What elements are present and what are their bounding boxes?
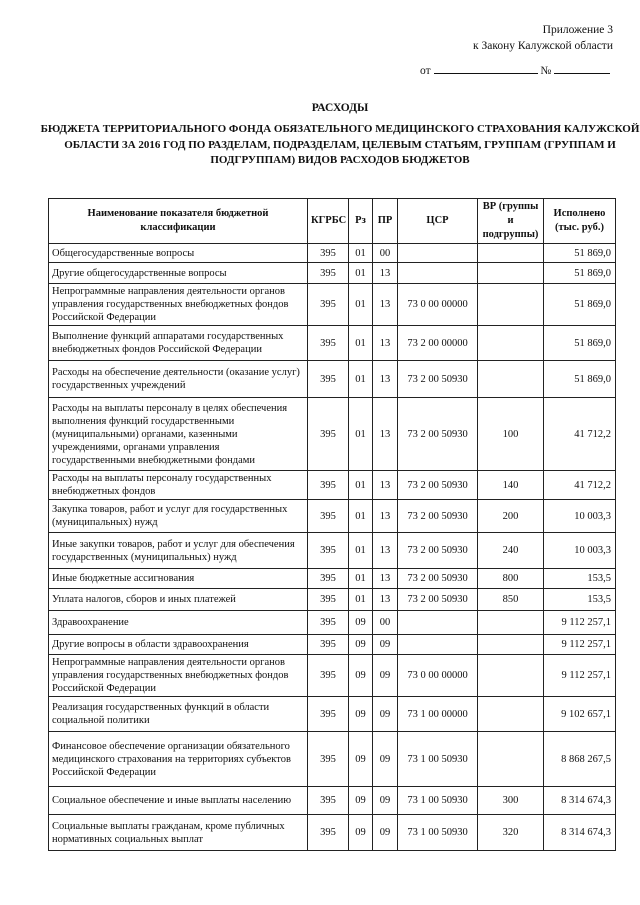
cell-rz: 09 xyxy=(349,655,373,697)
page-subtitle: БЮДЖЕТА ТЕРРИТОРИАЛЬНОГО ФОНДА ОБЯЗАТЕЛЬНОГО МЕДИЦИНСКОГО СТРАХОВАНИЯ КАЛУЖСКОЙ ОБЛАСТИ ЗА 2016 ГОД ПО РАЗДЕЛАМ, ПОДРАЗДЕЛАМ, ЦЕЛЕВЫМ СТАТЬЯМ, ГРУППАМ (ГРУППАМ И ПОДГРУППАМ) ВИДОВ РАСХОДОВ БЮДЖЕТОВ xyxy=(40,123,640,166)
cell-amount: 51 869,0 xyxy=(544,263,616,284)
cell-pr: 13 xyxy=(373,361,398,398)
cell-kgrbs: 395 xyxy=(308,361,349,398)
cell-amount: 8 868 267,5 xyxy=(544,732,616,787)
cell-name: Социальные выплаты гражданам, кроме публичных нормативных социальных выплат xyxy=(49,815,308,851)
cell-csr: 73 2 00 50930 xyxy=(398,569,478,589)
expenses-table xyxy=(48,198,616,851)
cell-amount: 9 112 257,1 xyxy=(544,655,616,697)
table-row xyxy=(49,398,616,471)
cell-amount: 9 102 657,1 xyxy=(544,697,616,732)
cell-csr xyxy=(398,635,478,655)
cell-rz: 09 xyxy=(349,787,373,815)
table-row xyxy=(49,471,616,500)
cell-pr: 13 xyxy=(373,284,398,326)
table-row xyxy=(49,326,616,361)
cell-amount: 51 869,0 xyxy=(544,244,616,263)
cell-amount: 41 712,2 xyxy=(544,471,616,500)
cell-vr: 800 xyxy=(478,569,544,589)
appendix-line-1: Приложение 3 xyxy=(542,24,613,36)
cell-kgrbs: 395 xyxy=(308,263,349,284)
table-row xyxy=(49,361,616,398)
header-vr: ВР (группы и подгруппы) xyxy=(478,199,544,244)
cell-rz: 09 xyxy=(349,697,373,732)
cell-pr: 13 xyxy=(373,569,398,589)
cell-csr: 73 0 00 00000 xyxy=(398,284,478,326)
cell-kgrbs: 395 xyxy=(308,732,349,787)
cell-amount: 9 112 257,1 xyxy=(544,635,616,655)
cell-rz: 01 xyxy=(349,533,373,569)
cell-name: Иные закупки товаров, работ и услуг для обеспечения государственных (муниципальных) нужд xyxy=(49,533,308,569)
table-row xyxy=(49,500,616,533)
cell-amount: 41 712,2 xyxy=(544,398,616,471)
cell-amount: 8 314 674,3 xyxy=(544,787,616,815)
table-row xyxy=(49,787,616,815)
cell-rz: 01 xyxy=(349,326,373,361)
cell-rz: 09 xyxy=(349,815,373,851)
cell-csr: 73 2 00 00000 xyxy=(398,326,478,361)
cell-name: Реализация государственных функций в области социальной политики xyxy=(49,697,308,732)
cell-name: Расходы на обеспечение деятельности (оказание услуг) государственных учреждений xyxy=(49,361,308,398)
cell-csr: 73 2 00 50930 xyxy=(398,533,478,569)
cell-name: Непрограммные направления деятельности органов управления государственных внебюджетных фондов Российской Федерации xyxy=(49,655,308,697)
cell-rz: 01 xyxy=(349,361,373,398)
cell-name: Выполнение функций аппаратами государственных внебюджетных фондов Российской Федерации xyxy=(49,326,308,361)
cell-pr: 13 xyxy=(373,398,398,471)
header-pr: ПР xyxy=(373,199,398,244)
from-label: от xyxy=(420,65,431,77)
number-blank xyxy=(554,62,610,74)
table-row xyxy=(49,732,616,787)
cell-pr: 00 xyxy=(373,244,398,263)
cell-csr xyxy=(398,244,478,263)
table-row xyxy=(49,569,616,589)
cell-rz: 01 xyxy=(349,244,373,263)
cell-vr xyxy=(478,611,544,635)
header-amount: Исполнено (тыс. руб.) xyxy=(544,199,616,244)
table-row xyxy=(49,611,616,635)
appendix-block xyxy=(473,22,613,54)
reference-line xyxy=(420,62,610,77)
cell-kgrbs: 395 xyxy=(308,326,349,361)
cell-kgrbs: 395 xyxy=(308,815,349,851)
cell-kgrbs: 395 xyxy=(308,787,349,815)
cell-name: Уплата налогов, сборов и иных платежей xyxy=(49,589,308,611)
cell-name: Другие общегосударственные вопросы xyxy=(49,263,308,284)
cell-pr: 13 xyxy=(373,589,398,611)
cell-pr: 13 xyxy=(373,533,398,569)
cell-name: Общегосударственные вопросы xyxy=(49,244,308,263)
cell-pr: 09 xyxy=(373,787,398,815)
cell-pr: 13 xyxy=(373,263,398,284)
cell-vr xyxy=(478,244,544,263)
cell-csr xyxy=(398,611,478,635)
cell-name: Расходы на выплаты персоналу в целях обеспечения выполнения функций государственными (муниципальными) органами, казенными учреждениями, органами управления государственными внебюджетными фондами xyxy=(49,398,308,471)
cell-pr: 09 xyxy=(373,635,398,655)
cell-amount: 10 003,3 xyxy=(544,533,616,569)
cell-kgrbs: 395 xyxy=(308,284,349,326)
cell-name: Расходы на выплаты персоналу государственных внебюджетных фондов xyxy=(49,471,308,500)
cell-vr xyxy=(478,326,544,361)
header-name: Наименование показателя бюджетной классификации xyxy=(49,199,308,244)
cell-kgrbs: 395 xyxy=(308,589,349,611)
cell-vr: 240 xyxy=(478,533,544,569)
cell-name: Иные бюджетные ассигнования xyxy=(49,569,308,589)
cell-pr: 09 xyxy=(373,732,398,787)
cell-rz: 01 xyxy=(349,471,373,500)
cell-csr: 73 1 00 00000 xyxy=(398,697,478,732)
cell-rz: 09 xyxy=(349,635,373,655)
cell-name: Закупка товаров, работ и услуг для государственных (муниципальных) нужд xyxy=(49,500,308,533)
number-label: № xyxy=(540,65,552,77)
cell-amount: 51 869,0 xyxy=(544,326,616,361)
cell-amount: 51 869,0 xyxy=(544,284,616,326)
cell-vr: 300 xyxy=(478,787,544,815)
cell-vr xyxy=(478,263,544,284)
cell-csr: 73 2 00 50930 xyxy=(398,500,478,533)
cell-kgrbs: 395 xyxy=(308,697,349,732)
table-row xyxy=(49,284,616,326)
cell-csr: 73 2 00 50930 xyxy=(398,589,478,611)
cell-amount: 153,5 xyxy=(544,569,616,589)
cell-rz: 01 xyxy=(349,398,373,471)
cell-rz: 01 xyxy=(349,569,373,589)
cell-csr: 73 1 00 50930 xyxy=(398,787,478,815)
cell-rz: 01 xyxy=(349,500,373,533)
cell-pr: 13 xyxy=(373,500,398,533)
cell-kgrbs: 395 xyxy=(308,533,349,569)
cell-csr xyxy=(398,263,478,284)
cell-vr xyxy=(478,284,544,326)
cell-amount: 153,5 xyxy=(544,589,616,611)
cell-rz: 09 xyxy=(349,732,373,787)
appendix-line-2: к Закону Калужской области xyxy=(473,40,613,52)
cell-pr: 09 xyxy=(373,655,398,697)
cell-vr xyxy=(478,635,544,655)
cell-kgrbs: 395 xyxy=(308,244,349,263)
cell-name: Другие вопросы в области здравоохранения xyxy=(49,635,308,655)
cell-kgrbs: 395 xyxy=(308,655,349,697)
cell-rz: 01 xyxy=(349,263,373,284)
cell-name: Финансовое обеспечение организации обязательного медицинского страхования на территориях субъектов Российской Федерации xyxy=(49,732,308,787)
cell-csr: 73 1 00 50930 xyxy=(398,732,478,787)
cell-vr: 140 xyxy=(478,471,544,500)
table-row xyxy=(49,655,616,697)
cell-vr xyxy=(478,732,544,787)
cell-csr: 73 2 00 50930 xyxy=(398,361,478,398)
cell-kgrbs: 395 xyxy=(308,471,349,500)
cell-name: Непрограммные направления деятельности органов управления государственных внебюджетных фондов Российской Федерации xyxy=(49,284,308,326)
cell-kgrbs: 395 xyxy=(308,569,349,589)
cell-rz: 01 xyxy=(349,284,373,326)
table-row xyxy=(49,533,616,569)
cell-vr: 320 xyxy=(478,815,544,851)
cell-vr: 100 xyxy=(478,398,544,471)
cell-pr: 00 xyxy=(373,611,398,635)
cell-kgrbs: 395 xyxy=(308,398,349,471)
cell-kgrbs: 395 xyxy=(308,635,349,655)
cell-csr: 73 2 00 50930 xyxy=(398,471,478,500)
cell-csr: 73 2 00 50930 xyxy=(398,398,478,471)
cell-pr: 13 xyxy=(373,326,398,361)
cell-vr: 850 xyxy=(478,589,544,611)
cell-vr xyxy=(478,361,544,398)
header-csr: ЦСР xyxy=(398,199,478,244)
table-row xyxy=(49,589,616,611)
cell-name: Здравоохранение xyxy=(49,611,308,635)
cell-name: Социальное обеспечение и иные выплаты населению xyxy=(49,787,308,815)
cell-vr xyxy=(478,655,544,697)
cell-rz: 09 xyxy=(349,611,373,635)
cell-kgrbs: 395 xyxy=(308,611,349,635)
cell-pr: 09 xyxy=(373,697,398,732)
cell-vr xyxy=(478,697,544,732)
table-row xyxy=(49,263,616,284)
cell-kgrbs: 395 xyxy=(308,500,349,533)
page-title: РАСХОДЫ xyxy=(311,102,369,114)
cell-pr: 13 xyxy=(373,471,398,500)
table-row xyxy=(49,635,616,655)
cell-pr: 09 xyxy=(373,815,398,851)
cell-amount: 10 003,3 xyxy=(544,500,616,533)
cell-csr: 73 0 00 00000 xyxy=(398,655,478,697)
table-header-row xyxy=(49,199,616,244)
cell-amount: 51 869,0 xyxy=(544,361,616,398)
cell-csr: 73 1 00 50930 xyxy=(398,815,478,851)
table-row xyxy=(49,697,616,732)
cell-rz: 01 xyxy=(349,589,373,611)
header-kgrbs: КГРБС xyxy=(308,199,349,244)
cell-amount: 9 112 257,1 xyxy=(544,611,616,635)
cell-amount: 8 314 674,3 xyxy=(544,815,616,851)
date-blank xyxy=(434,62,538,74)
header-rz: Рз xyxy=(349,199,373,244)
table-row xyxy=(49,815,616,851)
cell-vr: 200 xyxy=(478,500,544,533)
table-row xyxy=(49,244,616,263)
